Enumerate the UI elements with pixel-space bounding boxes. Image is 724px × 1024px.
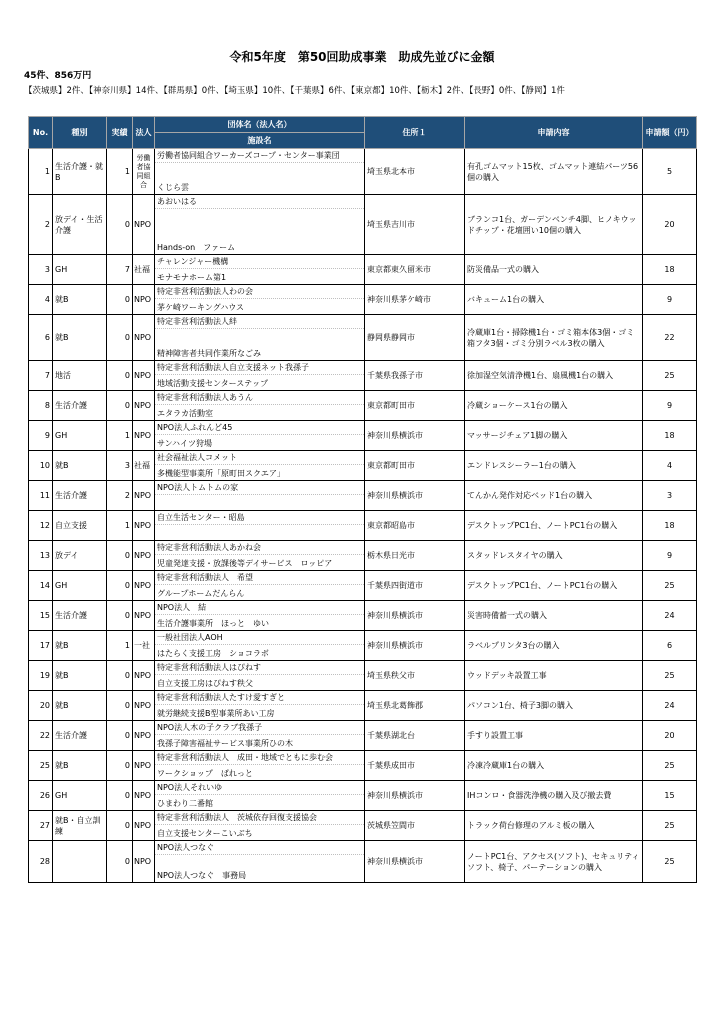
row-request: てんかん発作対応ベッド1台の購入 [465, 481, 643, 511]
row-address: 東京都昭島市 [365, 511, 465, 541]
row-amount: 6 [643, 631, 697, 661]
table-row [29, 751, 697, 781]
row-address: 東京都町田市 [365, 391, 465, 421]
header-type: 種別 [53, 117, 107, 149]
row-amount: 25 [643, 361, 697, 391]
row-record: 1 [107, 631, 133, 661]
row-type: GH [53, 571, 107, 601]
row-type: 就B [53, 285, 107, 315]
row-address: 埼玉県北葛飾郡 [365, 691, 465, 721]
row-request: 冷蔵ショーケース1台の購入 [465, 391, 643, 421]
row-type: 生活介護 [53, 721, 107, 751]
row-org-name: 特定非営利活動法人はぴねす [155, 661, 364, 675]
row-no: 7 [29, 361, 53, 391]
row-houjin: NPO [133, 315, 155, 361]
row-org-name: あおいはる [155, 195, 364, 209]
row-no: 14 [29, 571, 53, 601]
table-row [29, 631, 697, 661]
row-type: GH [53, 781, 107, 811]
row-facility-name: 我孫子障害福祉サービス事業所ひの木 [157, 739, 293, 748]
row-amount: 25 [643, 841, 697, 883]
header-houjin: 法人 [133, 117, 155, 149]
row-org-cell [155, 315, 365, 361]
row-address: 静岡県静岡市 [365, 315, 465, 361]
row-amount: 9 [643, 541, 697, 571]
row-no: 28 [29, 841, 53, 883]
row-org-name: 特定非営利活動法人わの会 [155, 285, 364, 299]
row-org-name: NPO法人木の子クラブ我孫子 [155, 721, 364, 735]
row-amount: 15 [643, 781, 697, 811]
row-type: 地活 [53, 361, 107, 391]
row-houjin: 社福 [133, 451, 155, 481]
header-amount: 申請額（円） [643, 117, 697, 149]
row-houjin: NPO [133, 751, 155, 781]
row-org-cell [155, 781, 365, 811]
row-amount: 4 [643, 451, 697, 481]
row-houjin: NPO [133, 841, 155, 883]
row-no: 22 [29, 721, 53, 751]
row-org-name: 特定非営利活動法人 成田・地域でともに歩む会 [155, 751, 364, 765]
row-facility-name: 就労継続支援B型事業所あい工房 [157, 709, 275, 718]
row-address: 神奈川県横浜市 [365, 781, 465, 811]
row-facility-name [155, 538, 364, 540]
row-record: 3 [107, 451, 133, 481]
row-amount: 20 [643, 195, 697, 255]
row-record: 0 [107, 195, 133, 255]
row-address: 埼玉県秩父市 [365, 661, 465, 691]
row-org-cell [155, 481, 365, 511]
row-houjin: NPO [133, 661, 155, 691]
row-no: 25 [29, 751, 53, 781]
header-facility: 施設名 [155, 133, 365, 149]
row-org-name: 特定非営利活動法人自立支援ネット我孫子 [155, 361, 364, 375]
row-org-name: 自立生活センター・昭島 [155, 511, 364, 525]
row-amount: 18 [643, 421, 697, 451]
table-row [29, 601, 697, 631]
row-record: 0 [107, 721, 133, 751]
row-type: 就B [53, 631, 107, 661]
row-houjin: NPO [133, 195, 155, 255]
row-no: 1 [29, 149, 53, 195]
summary-text: 45件、856万円 [24, 71, 92, 81]
row-org-name: 特定非営利活動法人たすけ愛すぎと [155, 691, 364, 705]
row-no: 13 [29, 541, 53, 571]
row-amount: 18 [643, 511, 697, 541]
row-amount: 18 [643, 255, 697, 285]
row-address: 千葉県四街道市 [365, 571, 465, 601]
row-type: GH [53, 255, 107, 285]
row-amount: 20 [643, 721, 697, 751]
row-type [53, 841, 107, 883]
row-type: 就B [53, 751, 107, 781]
row-no: 2 [29, 195, 53, 255]
row-no: 19 [29, 661, 53, 691]
row-record: 0 [107, 541, 133, 571]
row-address: 埼玉県吉川市 [365, 195, 465, 255]
row-no: 6 [29, 315, 53, 361]
row-org-name: NPO法人それいゆ [155, 781, 364, 795]
row-org-name: 特定非営利活動法人あかね会 [155, 541, 364, 555]
row-no: 3 [29, 255, 53, 285]
row-record: 1 [107, 421, 133, 451]
table-row [29, 195, 697, 255]
row-facility-name: ひまわり二番館 [157, 799, 213, 808]
row-org-cell [155, 841, 365, 883]
row-type: 生活介護 [53, 391, 107, 421]
row-facility-name: 児童発達支援・放課後等デイサービス ロッピア [157, 559, 333, 568]
row-org-name: 特定非営利活動法人 希望 [155, 571, 364, 585]
row-org-cell [155, 361, 365, 391]
row-org-cell [155, 571, 365, 601]
row-record: 0 [107, 391, 133, 421]
header-request: 申請内容 [465, 117, 643, 149]
header-record: 実績 [107, 117, 133, 149]
row-houjin: 一社 [133, 631, 155, 661]
row-amount: 3 [643, 481, 697, 511]
row-record: 7 [107, 255, 133, 285]
row-type: 就B [53, 451, 107, 481]
row-houjin: NPO [133, 811, 155, 841]
row-amount: 25 [643, 571, 697, 601]
row-type: 生活介護 [53, 481, 107, 511]
row-address: 千葉県我孫子市 [365, 361, 465, 391]
row-request: 手すり設置工事 [465, 721, 643, 751]
row-request: トラック荷台修理のアルミ板の購入 [465, 811, 643, 841]
row-address: 千葉県成田市 [365, 751, 465, 781]
row-address: 栃木県日光市 [365, 541, 465, 571]
row-facility-name: 自立支援センターこいぶち [157, 829, 253, 838]
row-request: エンドレスシーラー1台の購入 [465, 451, 643, 481]
row-record: 0 [107, 691, 133, 721]
row-org-cell [155, 631, 365, 661]
row-no: 20 [29, 691, 53, 721]
header-address: 住所１ [365, 117, 465, 149]
row-request: 防災備品一式の購入 [465, 255, 643, 285]
row-request: バキューム1台の購入 [465, 285, 643, 315]
row-houjin: NPO [133, 285, 155, 315]
row-facility-name: 自立支援工房はぴねす秩父 [157, 679, 253, 688]
row-no: 26 [29, 781, 53, 811]
row-facility-name: モナモナホーム第1 [157, 273, 227, 282]
row-houjin: NPO [133, 481, 155, 511]
row-facility-name: くじら雲 [157, 183, 189, 192]
row-record: 0 [107, 751, 133, 781]
table-row [29, 661, 697, 691]
row-request: 災害時備蓄一式の購入 [465, 601, 643, 631]
row-record: 1 [107, 511, 133, 541]
table-row [29, 421, 697, 451]
row-org-cell [155, 661, 365, 691]
row-request: 冷凍冷蔵庫1台の購入 [465, 751, 643, 781]
row-houjin: NPO [133, 421, 155, 451]
row-address: 神奈川県茅ケ崎市 [365, 285, 465, 315]
row-org-cell [155, 601, 365, 631]
row-type: 就B [53, 315, 107, 361]
page-title: 令和5年度 第50回助成事業 助成先並びに金額 [229, 50, 495, 64]
table-row [29, 721, 697, 751]
row-request: ブランコ1台、ガーデンベンチ4脚、ヒノキウッドチップ・花壇囲い10個の購入 [465, 195, 643, 255]
table-row [29, 315, 697, 361]
row-org-name: 特定非営利活動法人 茨城依存回復支援協会 [155, 811, 364, 825]
row-address: 神奈川県横浜市 [365, 631, 465, 661]
row-org-cell [155, 751, 365, 781]
row-org-name: NPO法人つなぐ [155, 841, 364, 855]
table-row [29, 255, 697, 285]
row-org-cell [155, 511, 365, 541]
row-no: 15 [29, 601, 53, 631]
row-amount: 24 [643, 691, 697, 721]
row-org-cell [155, 255, 365, 285]
row-request: 冷蔵庫1台・掃除機1台・ゴミ箱本体3個・ゴミ箱フタ3個・ゴミ分別ラベル3枚の購入 [465, 315, 643, 361]
row-request: マッサージチェア1脚の購入 [465, 421, 643, 451]
row-type: 生活介護 [53, 601, 107, 631]
row-type: 自立支援 [53, 511, 107, 541]
row-address: 神奈川県横浜市 [365, 601, 465, 631]
row-amount: 22 [643, 315, 697, 361]
row-record: 0 [107, 811, 133, 841]
row-org-name: NPO法人 結 [155, 601, 364, 615]
row-type: 就B・自立訓練 [53, 811, 107, 841]
row-record: 1 [107, 149, 133, 195]
grant-table [28, 116, 697, 883]
row-request: 有孔ゴムマット15枚、ゴムマット連結パーツ56個の購入 [465, 149, 643, 195]
table-row [29, 571, 697, 601]
table-row [29, 149, 697, 195]
row-houjin: NPO [133, 541, 155, 571]
row-address: 神奈川県横浜市 [365, 481, 465, 511]
row-facility-name: NPO法人つなぐ 事務局 [157, 871, 247, 880]
row-houjin: NPO [133, 721, 155, 751]
row-address: 埼玉県北本市 [365, 149, 465, 195]
row-record: 0 [107, 661, 133, 691]
row-facility-name [155, 508, 364, 510]
row-record: 0 [107, 285, 133, 315]
row-facility-name: 多機能型事業所「原町田スクエア」 [157, 469, 285, 478]
row-request: ウッドデッキ設置工事 [465, 661, 643, 691]
row-address: 千葉県湖北台 [365, 721, 465, 751]
row-address: 神奈川県横浜市 [365, 421, 465, 451]
row-org-name: 特定非営利活動法人あうん [155, 391, 364, 405]
row-record: 0 [107, 601, 133, 631]
row-facility-name: グループホームだんらん [157, 589, 245, 598]
row-request: パソコン1台、椅子3脚の購入 [465, 691, 643, 721]
row-type: 就B [53, 661, 107, 691]
row-request: IHコンロ・食器洗浄機の購入及び撤去費 [465, 781, 643, 811]
row-request: ラベルプリンタ3台の購入 [465, 631, 643, 661]
row-houjin: NPO [133, 361, 155, 391]
row-record: 0 [107, 361, 133, 391]
row-amount: 25 [643, 811, 697, 841]
row-houjin: 社福 [133, 255, 155, 285]
row-facility-name: 生活介護事業所 ほっと ゆい [157, 619, 269, 628]
row-facility-name: 精神障害者共同作業所なごみ [157, 349, 261, 358]
row-type: GH [53, 421, 107, 451]
row-amount: 5 [643, 149, 697, 195]
row-org-cell [155, 285, 365, 315]
header-no: No. [29, 117, 53, 149]
header-org: 団体名（法人名） [155, 117, 365, 133]
row-org-name: チャレンジャー機構 [155, 255, 364, 269]
row-org-cell [155, 811, 365, 841]
row-no: 4 [29, 285, 53, 315]
row-no: 10 [29, 451, 53, 481]
row-type: 生活介護・就B [53, 149, 107, 195]
row-org-name: 特定非営利活動法人絆 [155, 315, 364, 329]
row-no: 12 [29, 511, 53, 541]
table-row [29, 481, 697, 511]
row-request: ノートPC1台、アクセス(ソフト)、セキュリティソフト、椅子、パーテーションの購入 [465, 841, 643, 883]
row-org-name: 労働者協同組合ワーカーズコープ・センター事業団 [155, 149, 364, 163]
row-houjin: 労働者協同組合 [133, 149, 155, 195]
table-row [29, 811, 697, 841]
row-org-name: NPO法人ふれんど45 [155, 421, 364, 435]
row-no: 17 [29, 631, 53, 661]
row-org-cell [155, 451, 365, 481]
row-org-cell [155, 691, 365, 721]
prefecture-breakdown: 【茨城県】2件、【神奈川県】14件、【群馬県】0件、【埼玉県】10件、【千葉県】6件、【東京都】10件、【栃木】2件、【長野】0件、【静岡】1件 [24, 86, 565, 96]
row-type: 放デイ・生活介護 [53, 195, 107, 255]
row-amount: 9 [643, 285, 697, 315]
table-row [29, 361, 697, 391]
table-row [29, 285, 697, 315]
row-type: 就B [53, 691, 107, 721]
row-address: 東京都町田市 [365, 451, 465, 481]
row-houjin: NPO [133, 781, 155, 811]
row-org-name: 社会福祉法人コメット [155, 451, 364, 465]
row-address: 東京都東久留米市 [365, 255, 465, 285]
row-facility-name: Hands-on ファーム [157, 243, 236, 252]
row-request: 徐加湿空気清浄機1台、扇風機1台の購入 [465, 361, 643, 391]
row-facility-name: 地域活動支援センターステップ [157, 379, 269, 388]
row-no: 11 [29, 481, 53, 511]
table-row [29, 391, 697, 421]
row-record: 0 [107, 841, 133, 883]
row-org-cell [155, 721, 365, 751]
row-facility-name: 茅ケ崎ワーキングハウス [157, 303, 245, 312]
row-no: 27 [29, 811, 53, 841]
row-no: 8 [29, 391, 53, 421]
row-org-name: 一般社団法人AOH [155, 631, 364, 645]
row-amount: 25 [643, 661, 697, 691]
row-record: 2 [107, 481, 133, 511]
row-org-cell [155, 149, 365, 195]
row-org-cell [155, 421, 365, 451]
row-amount: 24 [643, 601, 697, 631]
row-request: デスクトップPC1台、ノートPC1台の購入 [465, 571, 643, 601]
row-org-cell [155, 391, 365, 421]
row-amount: 25 [643, 751, 697, 781]
row-address: 神奈川県横浜市 [365, 841, 465, 883]
row-houjin: NPO [133, 601, 155, 631]
table-row [29, 691, 697, 721]
row-facility-name: はたらく支援工房 ショコラボ [157, 649, 269, 658]
row-org-cell [155, 195, 365, 255]
row-type: 放デイ [53, 541, 107, 571]
row-amount: 9 [643, 391, 697, 421]
row-record: 0 [107, 571, 133, 601]
table-row [29, 451, 697, 481]
row-houjin: NPO [133, 391, 155, 421]
row-request: スタッドレスタイヤの購入 [465, 541, 643, 571]
row-record: 0 [107, 315, 133, 361]
row-address: 茨城県笠間市 [365, 811, 465, 841]
row-houjin: NPO [133, 511, 155, 541]
table-row [29, 511, 697, 541]
row-facility-name: エタラカ活動室 [157, 409, 213, 418]
table-row [29, 541, 697, 571]
row-no: 9 [29, 421, 53, 451]
row-facility-name: ワークショップ ぱれっと [157, 769, 253, 778]
row-record: 0 [107, 781, 133, 811]
row-org-cell [155, 541, 365, 571]
row-houjin: NPO [133, 571, 155, 601]
row-request: デスクトップPC1台、ノートPC1台の購入 [465, 511, 643, 541]
row-facility-name: サンハイツ狩場 [157, 439, 213, 448]
row-org-name: NPO法人トムトムの家 [155, 481, 364, 495]
row-houjin: NPO [133, 691, 155, 721]
table-row [29, 781, 697, 811]
table-row [29, 841, 697, 883]
